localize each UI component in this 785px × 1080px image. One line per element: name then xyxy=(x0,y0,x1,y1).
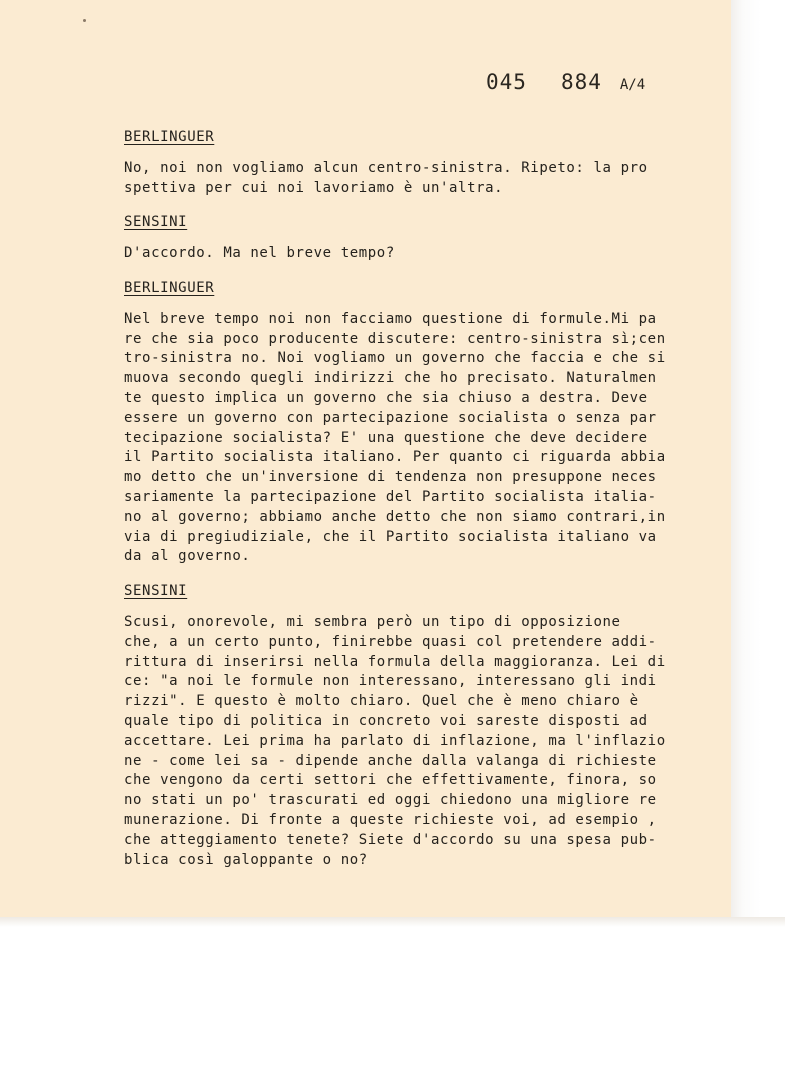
spacer xyxy=(124,299,684,310)
spacer xyxy=(124,264,684,279)
text-line: No, noi non vogliamo alcun centro-sinistra. Ripeto: la pro xyxy=(124,159,648,176)
text-line: il Partito socialista italiano. Per quanto ci riguarda abbia xyxy=(124,449,666,466)
text-line: munerazione. Di fronte a queste richieste voi, ad esempio , xyxy=(124,811,657,828)
spacer xyxy=(124,148,684,159)
text-line: no al governo; abbiamo anche detto che non siamo contrari,in xyxy=(124,508,666,525)
scan-background-bottom xyxy=(0,917,785,927)
text-line: che vengono da certi settori che effettivamente, finora, so xyxy=(124,772,657,789)
text-line: Scusi, onorevole, mi sembra però un tipo di opposizione xyxy=(124,613,621,630)
interview-transcript xyxy=(124,128,684,885)
speaker-name: BERLINGUER xyxy=(124,279,215,296)
spacer xyxy=(124,198,684,213)
text-line: te questo implica un governo che sia chiuso a destra. Deve xyxy=(124,389,648,406)
speech-paragraph xyxy=(124,244,684,264)
speaker-name: SENSINI xyxy=(124,583,188,600)
text-line: quale tipo di politica in concreto voi sareste disposti ad xyxy=(124,712,648,729)
speaker-name: BERLINGUER xyxy=(124,129,215,145)
text-line: spettiva per cui noi lavoriamo è un'altra. xyxy=(124,179,504,196)
text-line: mo detto che un'inversione di tendenza non presuppone neces xyxy=(124,469,657,486)
text-line: ne - come lei sa - dipende anche dalla valanga di richieste xyxy=(124,752,657,769)
spacer xyxy=(124,870,684,885)
spacer xyxy=(124,233,684,244)
text-line: tro-sinistra no. Noi vogliamo un governo che faccia e che si xyxy=(124,350,666,367)
scan-background-right xyxy=(731,0,785,917)
speech-paragraph xyxy=(124,613,684,870)
text-line: rizzi". E questo è molto chiaro. Quel che è meno chiaro è xyxy=(124,693,639,710)
text-line: accettare. Lei prima ha parlato di inflazione, ma l'inflazio xyxy=(124,732,666,749)
speech-paragraph xyxy=(124,310,684,567)
text-line: ce: "a noi le formule non interessano, interessano gli indi xyxy=(124,673,657,690)
speaker-name: SENSINI xyxy=(124,214,188,231)
spacer xyxy=(124,567,684,582)
text-line: Nel breve tempo noi non facciamo questione di formule.Mi pa xyxy=(124,310,657,327)
text-line: rittura di inserirsi nella formula della maggioranza. Lei di xyxy=(124,653,666,670)
spacer xyxy=(124,602,684,613)
text-line: sariamente la partecipazione del Partito socialista italia- xyxy=(124,488,657,505)
reference-number-part1: 045 xyxy=(486,70,527,94)
text-line: tecipazione socialista? E' una questione che deve decidere xyxy=(124,429,648,446)
text-line: da al governo. xyxy=(124,548,251,565)
text-line: che atteggiamento tenete? Siete d'accordo su una spesa pub- xyxy=(124,831,657,848)
text-line: che, a un certo punto, finirebbe quasi col pretendere addi- xyxy=(124,633,657,650)
speech-paragraph xyxy=(124,159,684,199)
archive-reference xyxy=(486,70,645,94)
text-line: muova secondo quegli indirizzi che ho precisato. Naturalmen xyxy=(124,370,657,387)
text-line: via di pregiudiziale, che il Partito socialista italiano va xyxy=(124,528,657,545)
paper-speck xyxy=(83,19,86,22)
text-line: D'accordo. Ma nel breve tempo? xyxy=(124,245,395,262)
reference-number-part2: 884 xyxy=(560,70,602,94)
text-line: blica così galoppante o no? xyxy=(124,851,368,868)
text-line: no stati un po' trascurati ed oggi chiedono una migliore re xyxy=(124,792,657,809)
text-line: re che sia poco producente discutere: centro-sinistra sì;cen xyxy=(124,330,666,347)
page-marker: A/4 xyxy=(619,77,646,93)
text-line: essere un governo con partecipazione socialista o senza par xyxy=(124,409,657,426)
